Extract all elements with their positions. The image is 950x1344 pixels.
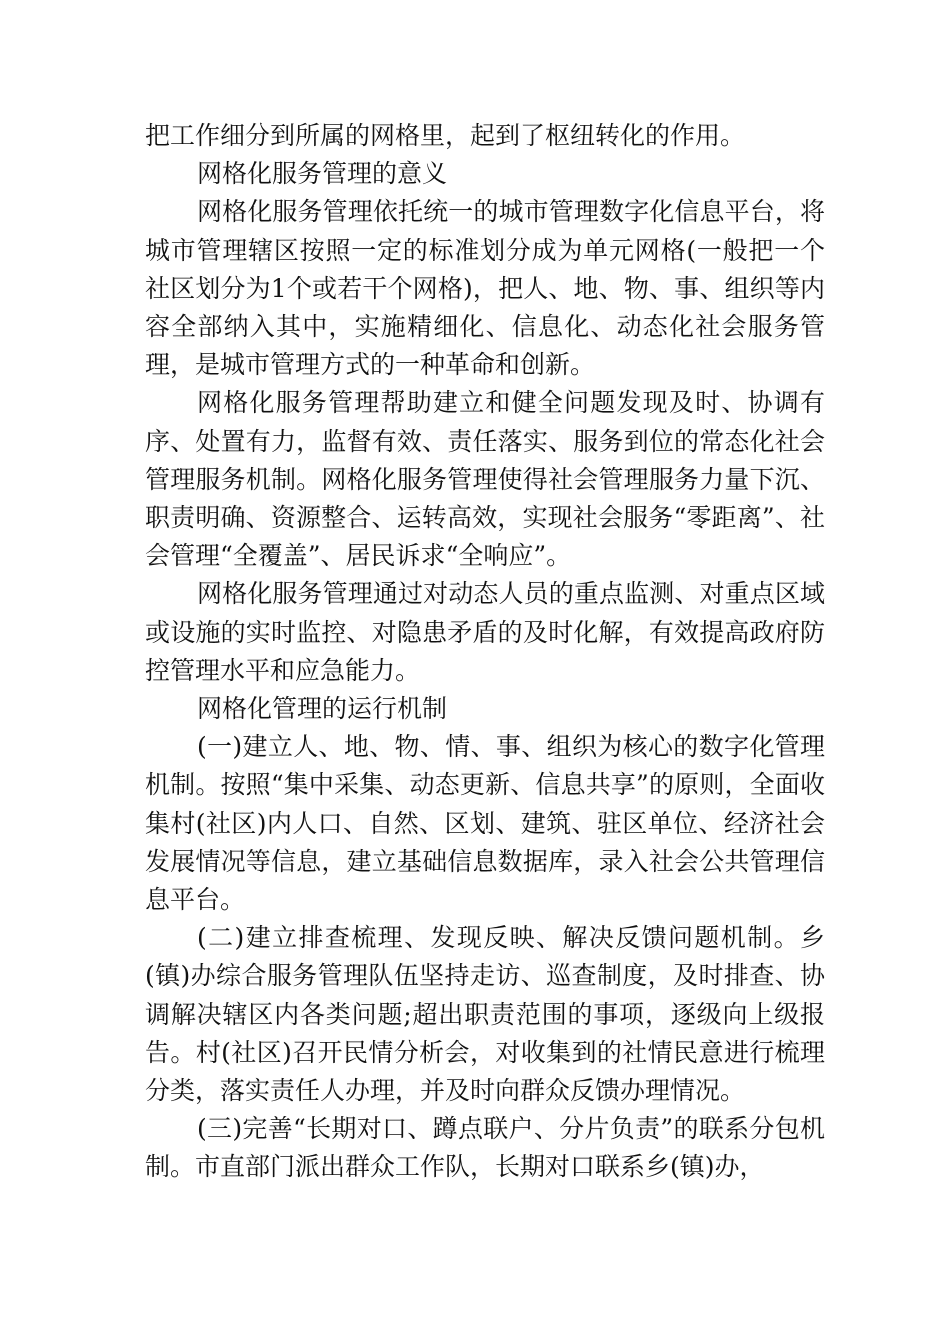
paragraph-mechanism: 网格化服务管理帮助建立和健全问题发现及时、协调有序、处置有力，监督有效、责任落实、服务到位的常态化社会管理服务机制。网格化服务管理使得社会管理服务力量下沉、职责明确、资源整合、运转高效，实现社会服务“零距离”、社会管理“全覆盖”、居民诉求“全响应”。 — [145, 388, 825, 571]
paragraph-continuation: 把工作细分到所属的网格里，起到了枢纽转化的作用。 — [145, 121, 746, 150]
document-body — [145, 117, 825, 1187]
paragraph-platform: 网格化服务管理依托统一的城市管理数字化信息平台，将城市管理辖区按照一定的标准划分成为单元网格(一般把一个社区划分为1个或若干个网格)，把人、地、物、事、组织等内容全部纳入其中，实施精细化、信息化、动态化社会服务管理，是城市管理方式的一种革命和创新。 — [145, 197, 825, 380]
paragraph-item-3: (三)完善“长期对口、蹲点联户、分片负责”的联系分包机制。市直部门派出群众工作队，长期对口联系乡(镇)办， — [145, 1114, 825, 1182]
section-heading-operation: 网格化管理的运行机制 — [197, 694, 448, 724]
paragraph-item-2: (二)建立排查梳理、发现反映、解决反馈问题机制。乡(镇)办综合服务管理队伍坚持走访、巡查制度，及时排查、协调解决辖区内各类问题;超出职责范围的事项，逐级向上级报告。村(社区)召开民情分析会，对收集到的社情民意进行梳理分类，落实责任人办理，并及时向群众反馈办理情况。 — [145, 923, 825, 1106]
section-heading-significance: 网格化服务管理的意义 — [197, 159, 448, 189]
paragraph-item-1: (一)建立人、地、物、情、事、组织为核心的数字化管理机制。按照“集中采集、动态更新、信息共享”的原则，全面收集村(社区)内人口、自然、区划、建筑、驻区单位、经济社会发展情况等信息，建立基础信息数据库，录入社会公共管理信息平台。 — [145, 732, 825, 915]
paragraph-monitoring: 网格化服务管理通过对动态人员的重点监测、对重点区域或设施的实时监控、对隐患矛盾的及时化解，有效提高政府防控管理水平和应急能力。 — [145, 579, 825, 685]
